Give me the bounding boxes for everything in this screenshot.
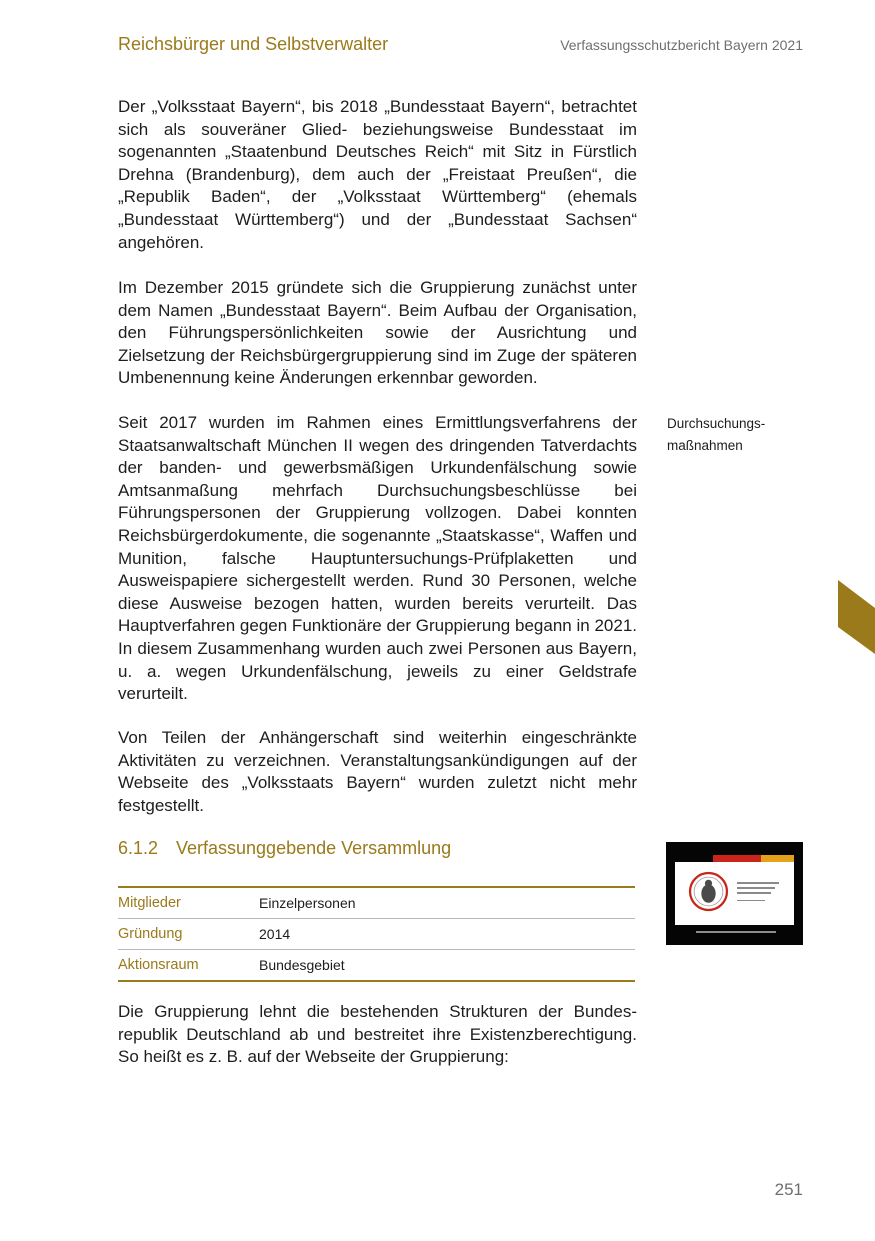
- paragraph-gruendung: Im Dezember 2015 gründete sich die Gruppierung zunächst unter dem Namen „Bundesstaat Bayern“. Beim Aufbau der Organisation, den Führungspersönlichkeiten sowie der Ausrichtung und Zielsetzung der Reichsbürgergruppierung sind im Zuge der späteren Umbenennung keine Änderungen erkennbar geworden.: [118, 278, 637, 388]
- margin-note-durchsuchungen: [667, 413, 807, 457]
- banner-text-line: [737, 892, 771, 894]
- website-banner: [675, 862, 794, 925]
- paragraph-aktivitaeten: Von Teilen der Anhängerschaft sind weiterhin eingeschränkte Aktivitäten zu verzeichnen. Veranstaltungsankündigungen auf der Webseite des „Volksstaats Bayern“ wurden zuletzt nicht mehr festgestellt.: [118, 728, 637, 815]
- website-screenshot-thumbnail: [666, 842, 803, 945]
- chapter-title: Reichsbürger und Selbstverwalter: [118, 34, 389, 54]
- section-title: Verfassunggebende Versammlung: [176, 838, 452, 858]
- row-value-gruendung: 2014: [259, 926, 291, 942]
- paragraph-ablehnung: Die Gruppierung lehnt die bestehenden Strukturen der Bundesrepublik Deutschland ab und bestreitet ihre Existenzberechtigung. So heißt es z. B. auf der Webseite der Gruppierung:: [118, 1002, 637, 1067]
- margin-note-text: Durchsuchungs- maßnahmen: [667, 416, 766, 453]
- banner-text-line: [737, 882, 779, 884]
- section-heading: [118, 838, 451, 859]
- table-row: [118, 918, 635, 949]
- page-number: 251: [774, 1180, 803, 1199]
- row-label-aktionsraum: Aktionsraum: [118, 957, 199, 973]
- banner-footer-line: [696, 931, 776, 933]
- flag-stripe-gold: [761, 855, 794, 862]
- chapter-tab-marker: [838, 580, 875, 654]
- organization-info-table: [118, 886, 635, 982]
- row-value-aktionsraum: Bundesgebiet: [259, 957, 345, 973]
- row-value-mitglieder: Einzelpersonen: [259, 895, 356, 911]
- seal-emblem-icon: [688, 871, 729, 912]
- paragraph-volksstaat: Der „Volksstaat Bayern“, bis 2018 „Bundesstaat Bayern“, betrachtet sich als souveräner Glied- beziehungsweise Bundesstaat im sogenannten „Staatenbund Deutsches Reich“ mit Sitz in Fürstlich Drehna (Brandenburg), dem auch der „Freistaat Preußen“, die „Republik Baden“, der „Volksstaat Württemberg“ (ehemals „Bundesstaat Württemberg“) und der „Bundesstaat Sachsen“ angehören.: [118, 97, 637, 252]
- flag-stripe-red: [713, 855, 761, 862]
- paragraph-durchsuchungen: Seit 2017 wurden im Rahmen eines Ermittlungsverfahrens der Staatsanwaltschaft München II wegen des dringenden Tatverdachts der banden- und gewerbsmäßigen Urkundenfälschung sowie Amtsanmaßung mehrfach Durchsuchungsbeschlüsse bei Führungspersonen der Gruppierung vollzogen. Dabei konnten Reichsbürgerdokumente, die sogenannte „Staatskasse“, Waffen und Munition, falsche Hauptuntersuchungs-Prüfplaketten und Ausweispapiere sichergestellt werden. Rund 30 Personen, welche diese Ausweise bezogen hatten, wurden bereits verurteilt. Das Hauptverfahren gegen Funktionäre der Gruppierung begann in 2021. In diesem Zusammenhang wurden auch zwei Personen aus Bayern, u. a. wegen Urkundenfälschung, jeweils zu einer Geldstrafe verurteilt.: [118, 413, 637, 704]
- row-label-mitglieder: Mitglieder: [118, 895, 181, 911]
- table-row: [118, 888, 635, 918]
- banner-text-line: [737, 887, 775, 889]
- row-label-gruendung: Gründung: [118, 926, 183, 942]
- banner-text-line: [737, 900, 765, 901]
- table-row: [118, 949, 635, 980]
- section-number: 6.1.2: [118, 838, 159, 858]
- report-title: Verfassungsschutzbericht Bayern 2021: [560, 37, 803, 53]
